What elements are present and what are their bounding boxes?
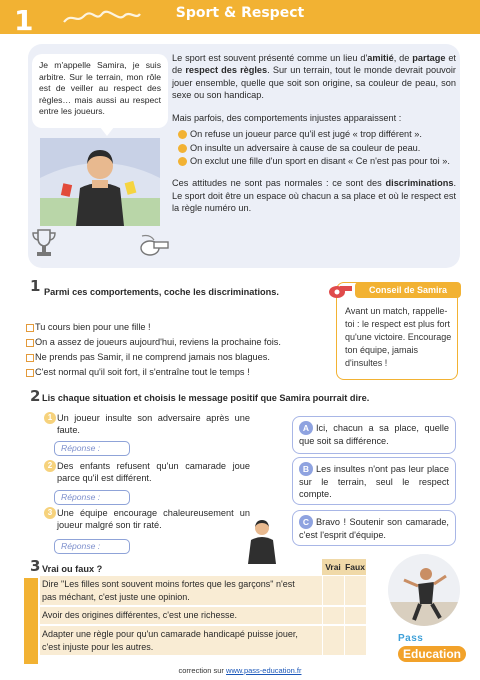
whistle-icon bbox=[136, 232, 170, 258]
answer-field[interactable]: Réponse : bbox=[54, 441, 130, 456]
exercise-2-title: Lis chaque situation et choisis le message positif que Samira pourrait dire. bbox=[42, 393, 370, 403]
checkbox-item[interactable]: C'est normal qu'il soit fort, il s'entraîne tout le temps ! bbox=[26, 365, 326, 380]
intro-text bbox=[172, 52, 456, 225]
table-row bbox=[40, 607, 366, 625]
situation-text: Des enfants refusent qu'un camarade joue parce qu'il est différent. bbox=[57, 461, 250, 484]
situation-text: Une équipe encourage chaleureusement un joueur malgré son tir raté. bbox=[57, 508, 250, 531]
message-option-c bbox=[292, 510, 456, 546]
vrai-checkbox[interactable] bbox=[322, 626, 343, 655]
faux-checkbox[interactable] bbox=[344, 576, 365, 605]
advice-box bbox=[336, 282, 458, 380]
answer-field[interactable]: Réponse : bbox=[54, 490, 130, 505]
injustice-list bbox=[178, 128, 456, 167]
referee-illustration bbox=[40, 138, 160, 226]
footer-link[interactable]: www.pass-education.fr bbox=[226, 666, 302, 675]
option-letter: C bbox=[299, 515, 313, 529]
exercise-1-checklist bbox=[26, 320, 326, 380]
advice-text: Avant un match, rappelle-toi : le respect est plus fort qu'une victoire. Encourage ton équipe, jamais d'insultes ! bbox=[345, 306, 452, 369]
option-text: Bravo ! Soutenir son camarade, c'est l'esprit d'équipe. bbox=[299, 517, 449, 540]
option-text: Ici, chacun a sa place, quelle que soit sa différence. bbox=[299, 423, 449, 446]
faux-checkbox[interactable] bbox=[344, 607, 365, 624]
sport-photo bbox=[388, 554, 460, 626]
option-letter: B bbox=[299, 462, 313, 476]
statement-text: Dire "Les filles sont souvent moins fortes que les garçons" n'est pas méchant, c'est juste une opinion. bbox=[42, 579, 295, 602]
situation-number: 2 bbox=[44, 460, 56, 472]
athlete-icon bbox=[388, 554, 460, 626]
answer-field[interactable]: Réponse : bbox=[54, 539, 130, 554]
option-letter: A bbox=[299, 421, 313, 435]
intro-paragraph-1: Le sport est souvent présenté comme un lieu d'amitié, de partage et de respect des règles. Sur un terrain, tout le monde devrait pouvoir jouer ensemble, quelle que soit son origine, sa couleur de peau, son sexe ou son handicap. bbox=[172, 53, 456, 101]
list-item: On refuse un joueur parce qu'il est jugé « trop différent ». bbox=[178, 128, 456, 140]
checkbox-item[interactable]: Ne prends pas Samir, il ne comprend jamais nos blagues. bbox=[26, 350, 326, 365]
checkbox-item[interactable]: On a assez de joueurs aujourd'hui, reviens la prochaine fois. bbox=[26, 335, 326, 350]
side-tab bbox=[24, 578, 38, 664]
footer: correction sur www.pass-education.fr bbox=[178, 666, 302, 675]
page-header bbox=[0, 0, 480, 37]
message-option-b bbox=[292, 457, 456, 505]
speech-bubble-tail bbox=[100, 127, 114, 136]
advice-title: Conseil de Samira bbox=[355, 282, 461, 298]
situation-3 bbox=[44, 507, 250, 532]
sheet-number: 1 bbox=[14, 4, 34, 37]
speech-bubble: Je m'appelle Samira, je suis arbitre. Sur le terrain, mon rôle est de veiller au respect des règles… mais aussi au respect entre les joueurs. bbox=[32, 54, 168, 128]
column-header-faux: Faux bbox=[344, 559, 366, 575]
statement-text: Avoir des origines différentes, c'est une richesse. bbox=[42, 610, 237, 620]
exercise-1-title: Parmi ces comportements, coche les discriminations. bbox=[44, 287, 279, 297]
page-title: Sport & Respect bbox=[175, 5, 305, 21]
exercise-1-number: 1 bbox=[30, 277, 41, 295]
exercise-2-number: 2 bbox=[30, 387, 41, 405]
table-row bbox=[40, 576, 366, 606]
option-text: Les insultes n'ont pas leur place sur le terrain, seul le respect compte. bbox=[299, 464, 449, 500]
situation-number: 1 bbox=[44, 412, 56, 424]
table-row bbox=[40, 626, 366, 656]
message-option-a bbox=[292, 416, 456, 454]
list-item: On exclut une fille d'un sport en disant « Ce n'est pas pour toi ». bbox=[178, 155, 456, 167]
trophy-icon bbox=[30, 228, 58, 258]
vrai-checkbox[interactable] bbox=[322, 607, 343, 624]
situation-2 bbox=[44, 460, 250, 485]
whistle-icon bbox=[327, 280, 353, 300]
situation-1 bbox=[44, 412, 250, 437]
situation-text: Un joueur insulte son adversaire après une faute. bbox=[57, 413, 250, 436]
intro-paragraph-2: Mais parfois, des comportements injustes apparaissent : bbox=[172, 112, 402, 123]
exercise-3-number: 3 bbox=[30, 557, 41, 575]
intro-paragraph-3: Ces attitudes ne sont pas normales : ce sont des discriminations. Le sport doit être un espace où chacun a sa place et où le respect est la règle numéro un. bbox=[172, 178, 456, 214]
checkbox-item[interactable]: Tu cours bien pour une fille ! bbox=[26, 320, 326, 335]
list-item: On insulte un adversaire à cause de sa couleur de peau. bbox=[178, 142, 456, 154]
statement-text: Adapter une règle pour qu'un camarade handicapé puisse jouer, c'est injuste pour les autres. bbox=[42, 629, 298, 652]
pass-education-logo: Pass Education bbox=[398, 632, 466, 662]
column-header-vrai: Vrai bbox=[322, 559, 344, 575]
faux-checkbox[interactable] bbox=[344, 626, 365, 655]
referee-figure-icon bbox=[240, 518, 284, 564]
situation-number: 3 bbox=[44, 507, 56, 519]
exercise-3-title: Vrai ou faux ? bbox=[42, 564, 103, 574]
vrai-checkbox[interactable] bbox=[322, 576, 343, 605]
